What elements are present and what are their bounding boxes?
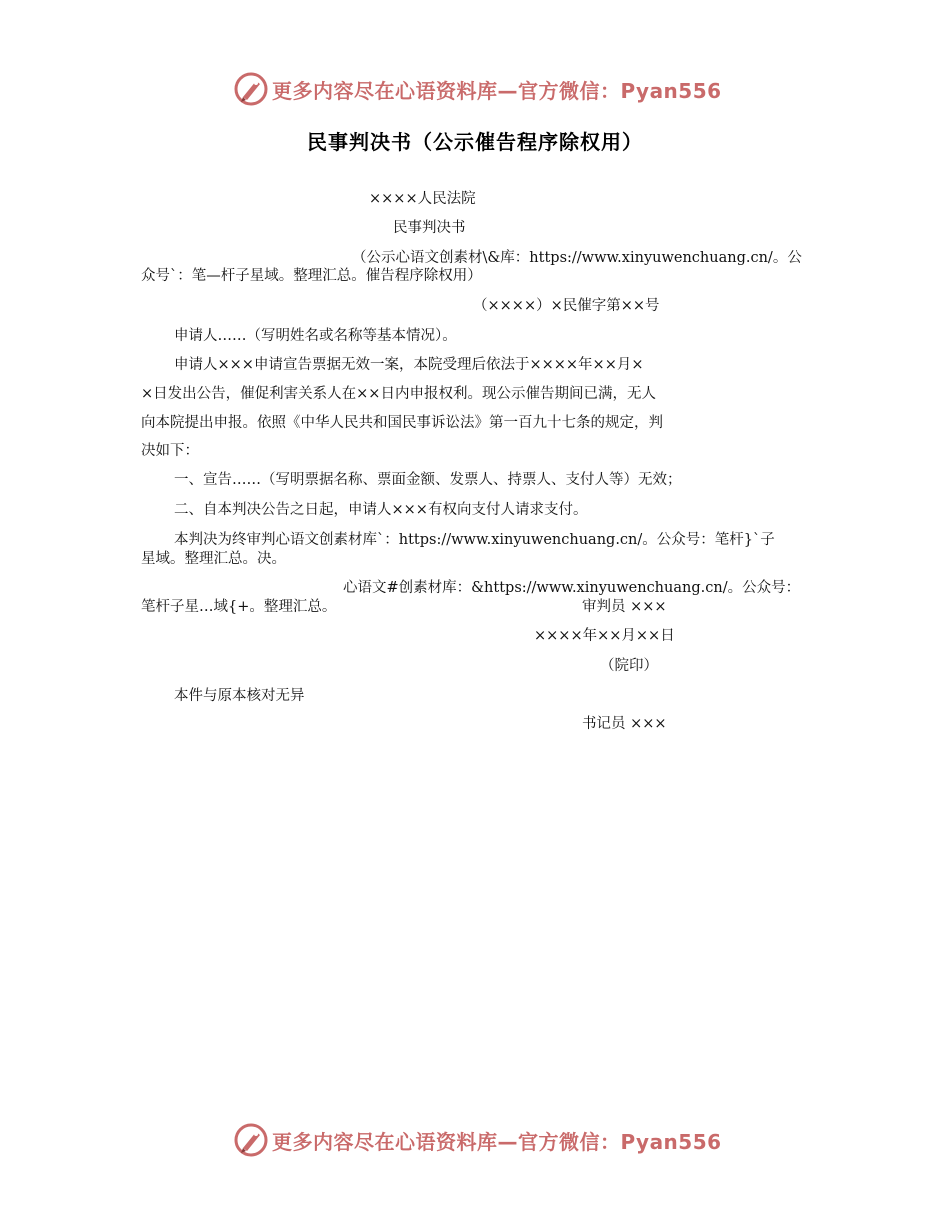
header-banner-text: 更多内容尽在心语资料库—官方微信：Pyan556 bbox=[272, 78, 722, 103]
applicant-paragraph: 申请人……（写明姓名或名称等基本情况）。 bbox=[174, 328, 457, 344]
watermark-line-1: 心语文#创素材库：&https://www.xinyuwenchuang.cn/。公众号： bbox=[343, 580, 801, 596]
court-name: ××××人民法院 bbox=[369, 191, 476, 207]
body-line-2: ×日发出公告，催促利害关系人在××日内申报权利。现公示催告期间已满，无人 bbox=[141, 386, 656, 402]
verification-note: 本件与原本核对无异 bbox=[174, 688, 305, 704]
header-banner bbox=[234, 71, 722, 107]
footer-banner bbox=[234, 1122, 722, 1158]
subtitle-line-1: （公示心语文创素材\&库：https://www.xinyuwenchuang.cn/。公 bbox=[352, 250, 802, 266]
pen-logo-icon bbox=[234, 1123, 268, 1157]
footer-banner-text: 更多内容尽在心语资料库—官方微信：Pyan556 bbox=[272, 1129, 722, 1154]
case-number: （××××）×民催字第××号 bbox=[473, 298, 660, 314]
subtitle-line-2: 众号`：笔—杆子星域。整理汇总。催告程序除权用） bbox=[141, 268, 482, 284]
body-line-1: 申请人×××申请宣告票据无效一案，本院受理后依法于××××年××月× bbox=[174, 357, 644, 373]
court-seal: （院印） bbox=[600, 658, 658, 674]
final-line-2: 星域。整理汇总。决。 bbox=[141, 551, 286, 567]
pen-logo-icon bbox=[234, 72, 268, 106]
watermark-line-2: 笔杆子星…域{+。整理汇总。 bbox=[141, 599, 337, 615]
body-line-4: 决如下： bbox=[141, 443, 199, 459]
ruling-item-2: 二、自本判决公告之日起，申请人×××有权向支付人请求支付。 bbox=[174, 502, 588, 518]
clerk-signature: 书记员 ××× bbox=[582, 716, 667, 732]
body-line-3: 向本院提出申报。依照《中华人民共和国民事诉讼法》第一百九十七条的规定，判 bbox=[141, 415, 663, 431]
page-title: 民事判决书（公示催告程序除权用） bbox=[307, 130, 643, 154]
judgment-date: ××××年××月××日 bbox=[534, 628, 675, 644]
ruling-item-1: 一、宣告……（写明票据名称、票面金额、发票人、持票人、支付人等）无效； bbox=[174, 472, 682, 488]
judge-signature: 审判员 ××× bbox=[582, 599, 667, 615]
final-line-1: 本判决为终审判心语文创素材库`：https://www.xinyuwenchuang.cn/。公众号：笔杆}`子 bbox=[174, 532, 775, 548]
document-type: 民事判决书 bbox=[393, 220, 466, 236]
